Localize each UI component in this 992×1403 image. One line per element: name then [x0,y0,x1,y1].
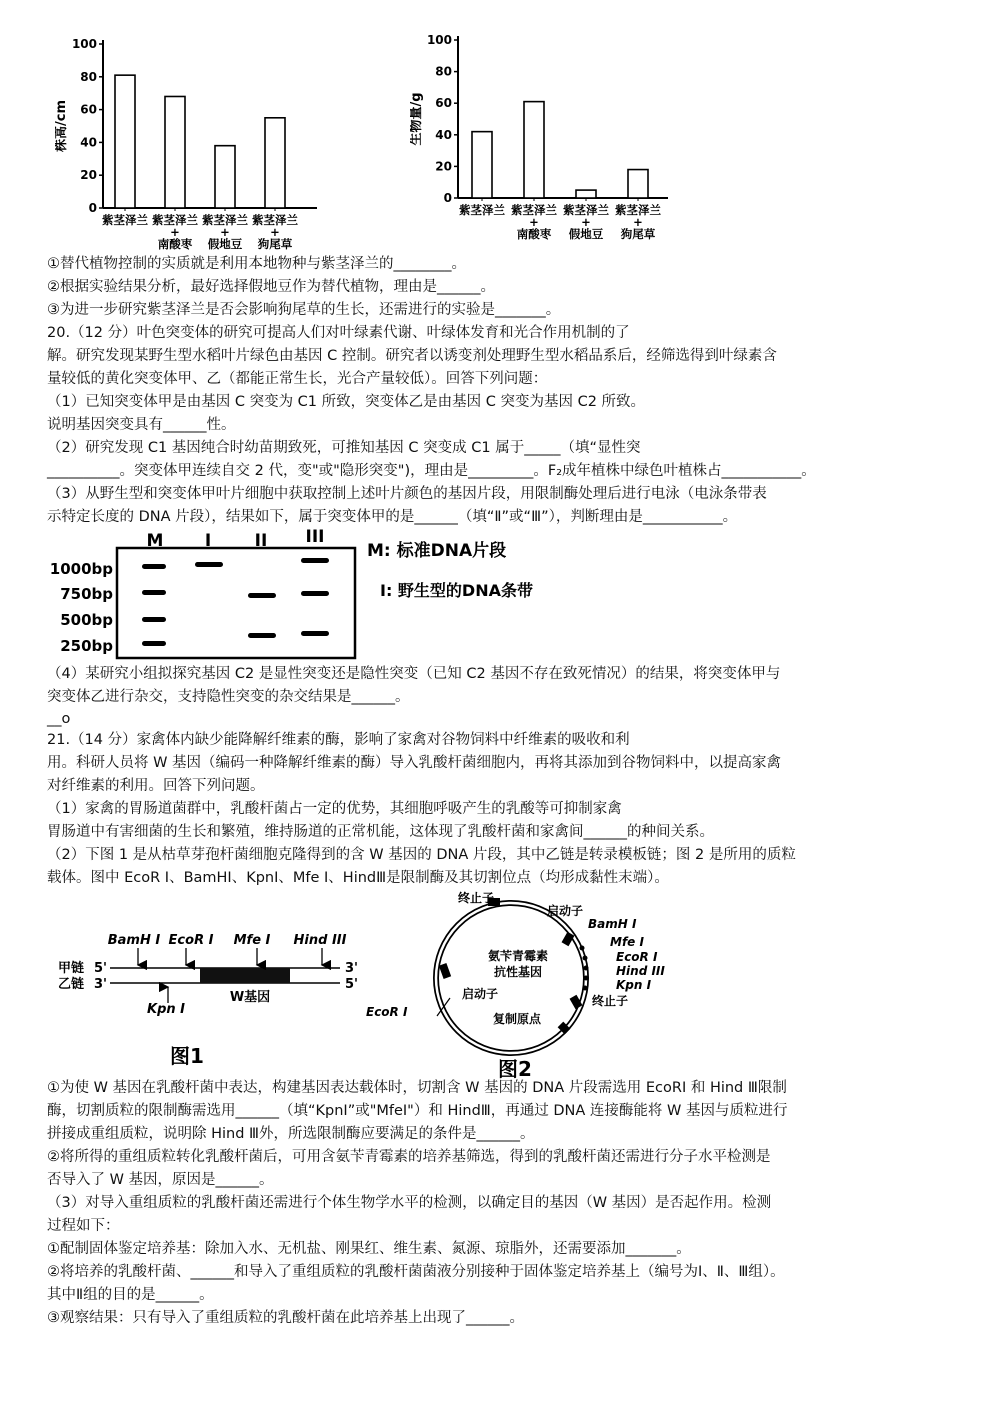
q20-part2-a: （2）研究发现 C1 基因纯合时幼苗期致死，可推知基因 C 突变成 C1 属于_____（填“显性突 [47,440,641,456]
bar-3 [576,190,596,198]
band-m-250 [142,641,166,646]
x-tick-label: 紫茎泽兰 [459,203,505,217]
figure-1 [50,925,380,1070]
w-gene-label: W基因 [229,990,271,1005]
strand-b-label: 乙链 [58,977,85,992]
strand-b-5prime: 5' [345,977,359,992]
x-tick-label: 紫茎泽兰 [102,213,148,227]
q21-part2-a: （2）下图 1 是从枯草芽孢杆菌细胞克隆得到的含 W 基因的 DNA 片段，其中乙链是转录模板链；图 2 是所用的质粒 [47,847,796,863]
figure-2 [360,888,680,1080]
x-tick-label: 紫茎泽兰 [615,203,661,217]
plasmid-enzyme-hindiii: Hind III [616,964,665,978]
lane-label-m: M [146,531,164,551]
q21-stem-2: 用。科研人员将 W 基因（编码一种降解纤维素的酶）导入乳酸杆菌细胞内，再将其添加到谷物饲料中，以提高家禽 [47,755,782,771]
size-label-500: 500bp [60,611,113,629]
q21-part3-step2-b: 其中Ⅱ组的目的是______。 [47,1287,214,1303]
terminator-top-label: 终止子 [457,891,495,905]
plasmid-enzyme-kpni: Kpn I [616,978,652,992]
x-tick-label: 紫茎泽兰 [202,213,248,227]
x-tick-label: + [581,215,591,229]
plant-height-chart [55,30,325,255]
q21-item1-c: 拼接成重组质粒，说明除 Hind Ⅲ外，所选限制酶应要满足的条件是______。 [47,1126,535,1142]
band-ii-750 [248,593,276,598]
q21-item1-a: ①为使 W 基因在乳酸杆菌中表达，构建基因表达载体时，切割含 W 基因的 DNA 片段需选用 EcoRI 和 Hind Ⅲ限制 [47,1080,787,1096]
lane-label-iii: III [305,527,325,547]
band-m-750 [142,590,166,595]
x-tick-label: 南酸枣 [157,237,193,251]
gel-figure [45,526,565,661]
y-tick-label: 0 [443,191,452,205]
plasmid-enzyme-mfei: Mfe I [610,935,644,949]
q20-part4-b: 突变体乙进行杂交，支持隐性突变的杂交结果是______。 [47,689,410,705]
w-gene-block [200,968,290,983]
y-tick-label: 100 [71,37,97,51]
promoter-inner-label: 启动子 [461,987,499,1001]
q20-part3-a: （3）从野生型和突变体甲叶片细胞中获取控制上述叶片颜色的基因片段，用限制酶处理后进行电泳（电泳条带表 [47,486,767,502]
q20-part3-b: 示特定长度的 DNA 片段），结果如下，属于突变体甲的是______（填“Ⅱ”或“Ⅲ”），判断理由是___________。 [47,509,738,525]
terminator-right-label: 终止子 [592,994,629,1008]
q21-part1-a: （1）家禽的胃肠道菌群中，乳酸杆菌占一定的优势，其细胞呼吸产生的乳酸等可抑制家禽 [47,801,622,817]
legend-m: M: 标准DNA片段 [367,541,507,561]
band-i-1000 [195,562,223,567]
enzyme-kpni: Kpn I [147,1002,185,1017]
x-tick-label: + [170,225,180,239]
x-tick-label: 假地豆 [568,227,604,241]
bar-3 [215,146,235,208]
gel-figure-svg [45,526,565,661]
q21-part3-step3: ③观察结果：只有导入了重组质粒的乳酸杆菌在此培养基上出现了______。 [47,1310,524,1326]
y-tick-label: 20 [435,159,452,174]
strand-a-label: 甲链 [58,961,85,976]
x-tick-label: + [220,225,230,239]
q21-part2-b: 载体。图中 EcoR I、BamHI、KpnI、Mfe I、HindⅢ是限制酶及其切割位点（均形成黏性末端）。 [47,870,669,886]
x-tick-label: 狗尾草 [620,227,656,241]
bar-1 [472,132,492,198]
strand-a-5prime: 5' [94,961,108,976]
q20-stem-1: 20.（12 分）叶色突变体的研究可提高人们对叶绿素代谢、叶绿体发育和光合作用机制的了 [47,325,630,341]
q21-part3-b: 过程如下： [47,1218,120,1234]
q21-part3-a: （3）对导入重组质粒的乳酸杆菌还需进行个体生物学水平的检测，以确定目的基因（W 基因）是否起作用。检测 [47,1195,772,1211]
size-label-250: 250bp [60,637,113,655]
q21-part3-step1: ①配制固体鉴定培养基：除加入水、无机盐、刚果红、维生素、氮源、琼脂外，还需要添加_______。 [47,1241,691,1257]
x-tick-label: 假地豆 [207,237,243,251]
x-tick-label: + [270,225,280,239]
figure-1-svg [50,925,380,1070]
stray-mark: __o [47,711,71,727]
y-tick-label: 20 [80,168,97,183]
band-iii-250 [301,631,329,636]
q21-stem-3: 对纤维素的利用。回答下列问题。 [47,778,265,794]
enzyme-mfei: Mfe I [233,933,271,948]
plasmid-enzyme-ecori: EcoR I [616,950,658,964]
q19-item-3: ③为进一步研究紫茎泽兰是否会影响狗尾草的生长，还需进行的实验是_______。 [47,302,561,318]
legend-i: I: 野生型的DNA条带 [380,581,533,600]
y-tick-label: 40 [435,127,452,142]
q21-part3-step2-a: ②将培养的乳酸杆菌、______和导入了重组质粒的乳酸杆菌菌液分别接种于固体鉴定培养基上（编号为Ⅰ、Ⅱ、Ⅲ组）。 [47,1264,785,1280]
y-tick-label: 40 [80,135,97,150]
q20-stem-3: 量较低的黄化突变体甲、乙（都能正常生长，光合产量较低）。回答下列问题： [47,371,548,387]
promoter-top-label: 启动子 [547,904,584,918]
y-tick-label: 100 [426,33,452,47]
bar-4 [628,170,648,198]
q20-part1-a: （1）已知突变体甲是由基因 C 突变为 C1 所致，突变体乙是由基因 C 突变为基因 C2 所致。 [47,394,646,410]
y-tick-label: 60 [435,96,452,111]
bar-2 [524,102,544,198]
figure-2-caption: 图2 [498,1057,532,1080]
enzyme-ecori: EcoR I [168,933,214,948]
band-m-1000 [142,564,166,569]
q21-item2-a: ②将所得的重组质粒转化乳酸杆菌后，可用含氨苄青霉素的培养基筛选，得到的乳酸杆菌还需进行分子水平检测是 [47,1149,771,1165]
band-ii-250 [248,633,276,638]
lane-label-i: I [204,531,212,551]
band-iii-1000 [301,558,329,563]
band-iii-750 [301,591,329,596]
q21-stem-1: 21.（14 分）家禽体内缺少能降解纤维素的酶，影响了家禽对谷物饲料中纤维素的吸收和利 [47,732,630,748]
band-m-500 [142,617,166,622]
lane-label-ii: II [254,531,268,551]
figure-2-svg [360,888,680,1080]
y-tick-label: 60 [80,102,97,117]
biomass-chart [410,28,680,243]
q21-part1-b: 胃肠道中有害细菌的生长和繁殖，维持肠道的正常机能，这体现了乳酸杆菌和家禽间______的种间关系。 [47,824,714,840]
plant-height-chart-svg [55,30,325,255]
y-tick-label: 80 [80,69,97,84]
plasmid-enzyme-bamhi: BamH I [588,917,637,931]
enzyme-hindiii: Hind III [293,933,347,948]
x-tick-label: 狗尾草 [257,237,293,251]
x-tick-label: 紫茎泽兰 [563,203,609,217]
q21-item2-b: 否导入了 W 基因，原因是______。 [47,1172,274,1188]
amp-gene-label-2: 抗性基因 [493,965,543,979]
q20-part2-b: __________。突变体甲连续自交 2 代，变"或"隐形突变")，理由是_________。F₂成年植株中绿色叶植株占___________。 [47,463,816,479]
y-tick-label: 80 [435,64,452,79]
q20-part1-b: 说明基因突变具有______性。 [47,417,236,433]
size-label-750: 750bp [60,585,113,603]
bar-1 [115,75,135,208]
x-tick-label: 紫茎泽兰 [252,213,298,227]
biomass-chart-svg [410,28,680,243]
bar-2 [165,96,185,208]
figure-1-caption: 图1 [170,1044,204,1068]
amp-gene-label-1: 氨苄青霉素 [487,949,549,963]
size-label-1000: 1000bp [49,560,113,578]
bar-4 [265,118,285,208]
q19-item-2: ②根据实验结果分析，最好选择假地豆作为替代植物，理由是______。 [47,279,495,295]
x-tick-label: 紫茎泽兰 [152,213,198,227]
amp-marker [439,963,451,979]
enzyme-bamhi: BamH I [107,933,161,948]
y-tick-label: 0 [88,201,97,215]
strand-a-3prime: 3' [345,961,359,976]
y-axis-label: 株高/cm [55,99,69,153]
y-axis-label: 生物量/g [410,92,424,146]
plasmid-enzyme-ecori-left: EcoR I [366,1005,408,1019]
q19-item-1: ①替代植物控制的实质就是利用本地物种与紫茎泽兰的________。 [47,256,466,272]
x-tick-label: 南酸枣 [516,227,552,241]
x-tick-label: 紫茎泽兰 [511,203,557,217]
q20-part4-a: （4）某研究小组拟探究基因 C2 是显性突变还是隐性突变（已知 C2 基因不存在致死情况）的结果，将突变体甲与 [47,666,781,682]
origin-label: 复制原点 [492,1012,542,1026]
q21-item1-b: 酶，切割质粒的限制酶需选用______（填“KpnI”或"MfeI"）和 HindⅢ，再通过 DNA 连接酶能将 W 基因与质粒进行 [47,1103,788,1119]
x-tick-label: + [529,215,539,229]
x-tick-label: + [633,215,643,229]
q20-stem-2: 解。研究发现某野生型水稻叶片绿色由基因 C 控制。研究者以诱变剂处理野生型水稻品系后，经筛选得到叶绿素含 [47,348,777,364]
strand-b-3prime: 3' [94,977,108,992]
